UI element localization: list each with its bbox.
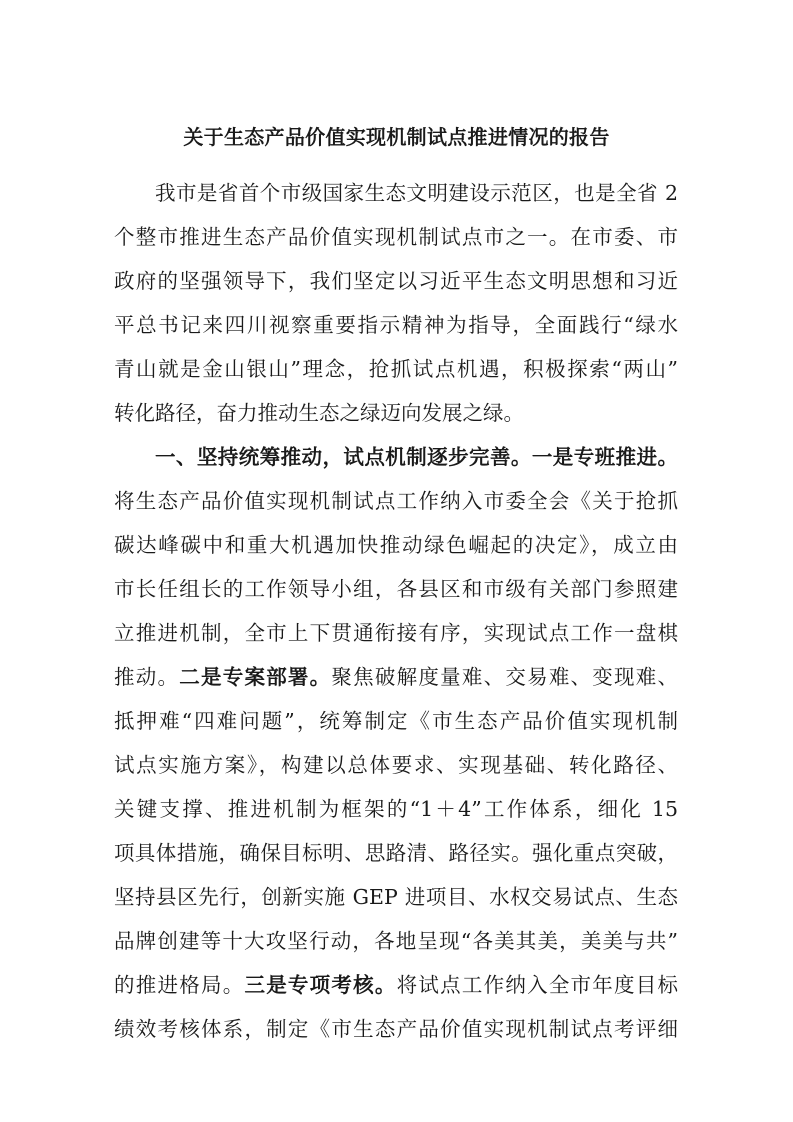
paragraph-1-line-6: 转化路径，奋力推动生态之绿迈向发展之绿。	[114, 401, 524, 425]
line-13-text-a: 的推进格局。	[114, 973, 245, 997]
paragraph-1-line-3: 政府的坚强领导下，我们坚定以习近平生态文明思想和习近	[114, 269, 678, 293]
line-13-text-b: 将试点工作纳入全市年度目标	[396, 973, 679, 997]
paragraph-2-line-3: 碳达峰碳中和重大机遇加快推动绿色崛起的决定》，成立由	[114, 533, 678, 557]
paragraph-2-line-6	[114, 660, 678, 694]
paragraph-2-line-8: 试点实施方案》，构建以总体要求、实现基础、转化路径、	[114, 753, 678, 777]
paragraph-1-line-1: 我市是省首个市级国家生态文明建设示范区，也是全省 2	[155, 181, 678, 205]
line-6-text-a: 推动。	[114, 665, 180, 689]
paragraph-2-line-9: 关键支撑、推进机制为框架的“1＋4”工作体系，细化 15	[114, 797, 678, 821]
paragraph-2-line-7: 抵押难“四难问题”，统筹制定《市生态产品价值实现机制	[114, 709, 678, 733]
paragraph-2-line-14: 绩效考核体系，制定《市生态产品价值实现机制试点考评细	[114, 1017, 678, 1041]
paragraph-2-line-5: 立推进机制，全市上下贯通衔接有序，实现试点工作一盘棋	[114, 621, 678, 645]
paragraph-2-line-4: 市长任组长的工作领导小组，各县区和市级有关部门参照建	[114, 577, 678, 601]
paragraph-2-line-11: 坚持县区先行，创新实施 GEP 进项目、水权交易试点、生态	[114, 885, 678, 909]
paragraph-2-heading-line: 一、坚持统筹推动，试点机制逐步完善。一是专班推进。	[155, 445, 678, 469]
paragraph-2-line-12: 品牌创建等十大攻坚行动，各地呈现“各美其美，美美与共”	[114, 929, 678, 953]
paragraph-2-line-10: 项具体措施，确保目标明、思路清、路径实。强化重点突破，	[114, 841, 678, 865]
line-6-text-b: 聚焦破解度量难、交易难、变现难、	[331, 665, 679, 689]
paragraph-1-line-4: 平总书记来四川视察重要指示精神为指导，全面践行“绿水	[114, 313, 678, 337]
paragraph-1-line-5: 青山就是金山银山”理念，抢抓试点机遇，积极探索“两山”	[114, 357, 678, 381]
line-6-bold-phrase: 二是专案部署。	[179, 665, 332, 689]
paragraph-2-line-13	[114, 968, 678, 1002]
paragraph-2-line-2: 将生态产品价值实现机制试点工作纳入市委全会《关于抢抓	[114, 489, 678, 513]
line-13-bold-phrase: 三是专项考核。	[244, 973, 397, 997]
document-title: 关于生态产品价值实现机制试点推进情况的报告	[183, 125, 610, 149]
paragraph-1-line-2: 个整市推进生态产品价值实现机制试点市之一。在市委、市	[114, 225, 678, 249]
